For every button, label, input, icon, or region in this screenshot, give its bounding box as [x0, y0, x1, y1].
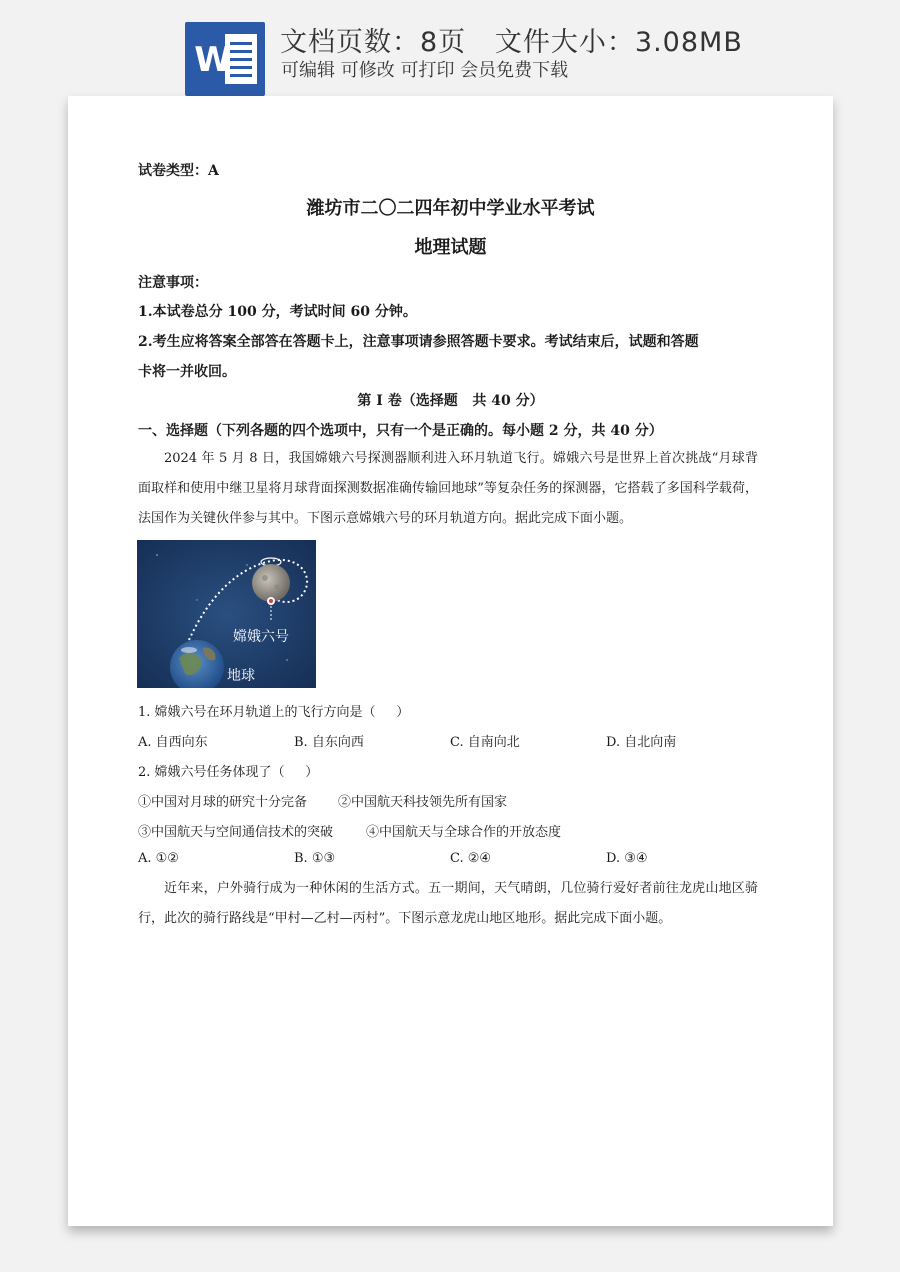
banner-title: 文档页数：8页 文件大小：3.08MB	[280, 27, 743, 58]
passage-2: 近年来，户外骑行成为一种休闲的生活方式。五一期间，天气晴朗，几位骑行爱好者前往龙虎山地区骑行，此次的骑行路线是“甲村—乙村—丙村”。下图示意龙虎山地区地形。据此完成下面小题。	[138, 881, 758, 926]
exam-title: 潍坊市二〇二四年初中学业水平考试	[306, 198, 595, 219]
question-2-option-a: A. ①②	[138, 851, 179, 866]
question-2-option-c: C. ②④	[450, 851, 492, 866]
question-1-option-a: A. 自西向东	[138, 735, 208, 750]
subject-title: 地理试题	[414, 237, 487, 258]
question-2-statement-1: ①中国对月球的研究十分完备	[138, 795, 308, 810]
question-1-option-c: C. 自南向北	[450, 735, 520, 750]
question-2-statement-2: ②中国航天科技领先所有国家	[338, 795, 508, 810]
probe-label: 嫦娥六号	[233, 629, 289, 645]
notice-item-1: 1.本试卷总分 100 分，考试时间 60 分钟。	[138, 304, 417, 320]
question-1-option-b: B. 自东向西	[294, 735, 364, 750]
question-2-statement-3: ③中国航天与空间通信技术的突破	[138, 825, 334, 840]
question-2-stem: 2. 嫦娥六号任务体现了（ ）	[138, 765, 319, 780]
notice-heading: 注意事项：	[138, 275, 208, 291]
word-document-icon: W	[185, 22, 265, 96]
question-2-statement-4: ④中国航天与全球合作的开放态度	[366, 825, 562, 840]
document-page	[68, 96, 833, 1226]
earth-label: 地球	[227, 668, 255, 684]
volume-heading: 第 I 卷（选择题 共 40 分）	[357, 393, 544, 409]
notice-item-2: 2.考生应将答案全部答在答题卡上，注意事项请参照答题卡要求。考试结束后，试题和答题	[138, 334, 699, 350]
paper-type: 试卷类型：A	[138, 163, 219, 179]
question-1-option-d: D. 自北向南	[606, 735, 677, 750]
question-2-option-d: D. ③④	[606, 851, 648, 866]
notice-item-2-cont: 卡将一并收回。	[138, 364, 236, 380]
question-1-stem: 1. 嫦娥六号在环月轨道上的飞行方向是（ ）	[138, 705, 410, 720]
download-banner	[0, 0, 900, 96]
passage-1: 2024 年 5 月 8 日，我国嫦娥六号探测器顺利进入环月轨道飞行。嫦娥六号是世界上首次挑战“月球背面取样和使用中继卫星将月球背面探测数据准确传输回地球”等复杂任务的探测器，它搭载了多国科学载荷，法国作为关键伙伴参与其中。下图示意嫦娥六号的环月轨道方向。据此完成下面小题。	[138, 451, 758, 526]
orbit-figure	[137, 540, 316, 688]
banner-subtitle: 可编辑 可修改 可打印 会员免费下载	[281, 60, 569, 81]
section-heading: 一、选择题（下列各题的四个选项中，只有一个是正确的。每小题 2 分，共 40 分）	[138, 423, 663, 439]
question-2-option-b: B. ①③	[294, 851, 336, 866]
